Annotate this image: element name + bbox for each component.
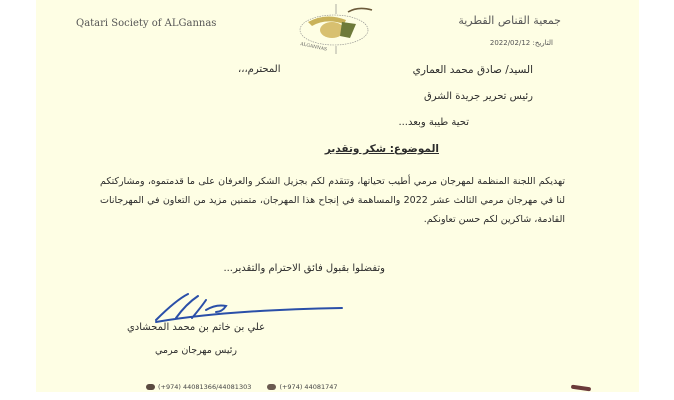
phone-icon (146, 384, 155, 390)
signer-name: علي بن خاتم بن محمد المحشادي (126, 322, 266, 333)
recipient-title: رئيس تحرير جريدة الشرق (424, 91, 533, 102)
org-name-arabic: جمعية القناص القطرية (458, 14, 561, 27)
falcon-logo-icon (286, 2, 386, 54)
letter-body: تهديكم اللجنة المنظمة لمهرجان مرمي أطيب تحياتها، وتتقدم لكم بجزيل الشكر والعرفان على ما قدمتموه، ومشاركتكم لنا في مهرجان مرمي الثالث عشر 2022 والمساهمة في إنجاح هذا المهرجان، متمنين مزيد من التعاون في المهرجانات القادمة، شاكرين لكم حسن تعاونكم. (100, 176, 565, 225)
footer-contact (146, 383, 338, 391)
recipient-name: السيد/ صادق محمد العماري (412, 64, 533, 76)
date-value: 2022/02/12 (489, 39, 531, 47)
recipient-respect: المحترم،،، (238, 64, 281, 75)
decorative-mark (571, 385, 591, 392)
phone-number: (+974) 44081366/44081303 (158, 383, 252, 391)
greeting: تحية طيبة وبعد... (398, 117, 469, 128)
signer-title: رئيس مهرجان مرمي (154, 345, 238, 356)
fax-number: (+974) 44081747 (279, 383, 338, 391)
fax-icon (267, 384, 276, 390)
subject-line: الموضوع: شكر وتقدير (324, 143, 439, 155)
closing-line: وتفضلوا بقبول فائق الاحترام والتقدير... (223, 263, 385, 274)
letter-date (490, 39, 553, 47)
svg-text:ALGANNAS: ALGANNAS (299, 42, 328, 53)
letter-page (36, 0, 639, 392)
date-label: التاريخ: (532, 39, 553, 47)
org-name-english: Qatari Society of ALGannas (76, 18, 217, 29)
